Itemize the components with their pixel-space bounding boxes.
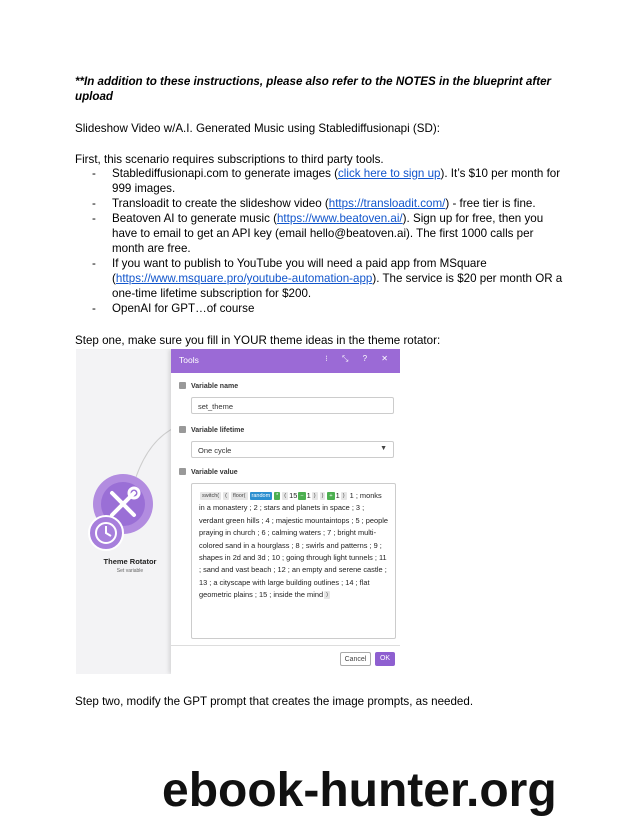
variable-value-editor[interactable]: switch( ( floor( random * ( 15 − 1 ) ) + 1 ) 1 ; monks in a monastery ; 2 ; stars and planets in space ; 3 ; verdant green hills ; 4 ; majestic mountaintops ; 5 ; people praying in church ; 6 ; calming waters ; 7 ; bright multi-colored sand in a hourglass ; 8 ; swirls and patterns ; 9 ; shapes in 2d and 3d ; 10 ; going through light tunnels ; 11 ; sand and vast beach ; 12 ; an empty and serene castle ; 13 ; a cityscape with large building outlines ; 14 ; flat geometric plains ; 15 ; inside the mind ) <box>191 483 396 639</box>
function-chip[interactable]: random <box>251 493 271 499</box>
theme-rotator-screenshot <box>76 349 400 674</box>
function-chip[interactable]: floor( <box>232 493 246 499</box>
function-chip[interactable]: switch( <box>202 493 220 499</box>
tools-panel <box>171 349 400 674</box>
list-item: - OpenAI for GPT…of course <box>92 302 255 315</box>
list-item: - Stablediffusionapi.com to generate images (click here to sign up). It’s $10 per month for 999 images. <box>92 167 561 195</box>
variable-lifetime-select[interactable]: One cycle ▼ <box>191 441 394 458</box>
panel-title: Tools <box>179 355 199 365</box>
step-one-text: Step one, make sure you fill in YOUR theme ideas in the theme rotator: <box>75 334 441 347</box>
panel-footer <box>171 645 400 674</box>
caret-down-icon: ▼ <box>380 445 387 452</box>
variable-lifetime-label: Variable lifetime <box>179 426 244 434</box>
sd-signup-link[interactable]: click here to sign up <box>338 167 441 180</box>
panel-controls-icon[interactable]: ⁝ ⤡ ? ✕ <box>325 354 394 363</box>
panel-header <box>171 349 400 373</box>
tools-list <box>75 166 565 316</box>
subscriptions-intro: First, this scenario requires subscriptions to third party tools. <box>75 153 384 166</box>
list-item: - Transloadit to create the slideshow video (https://transloadit.com/) - free tier is fine. <box>92 197 536 210</box>
instruction-note: **In addition to these instructions, please also refer to the NOTES in the blueprint after upload <box>75 75 552 103</box>
variable-name-input[interactable]: set_theme <box>191 397 394 414</box>
variable-value-label: Variable value <box>179 468 238 476</box>
list-item: - If you want to publish to YouTube you will need a paid app from MSquare (https://www.msquare.pro/youtube-automation-app). The service is $20 per month OR a one-time lifetime subscription for $200. <box>92 257 563 300</box>
collapse-icon[interactable] <box>179 382 186 389</box>
ok-button[interactable]: OK <box>375 652 395 666</box>
transloadit-link[interactable]: https://transloadit.com/ <box>328 197 446 210</box>
clock-icon <box>88 515 124 551</box>
module-subtitle: Set variable <box>116 568 144 574</box>
beatoven-link[interactable]: https://www.beatoven.ai/ <box>276 212 403 225</box>
module-title: Theme Rotator <box>103 557 157 566</box>
msquare-link[interactable]: https://www.msquare.pro/youtube-automation-app <box>115 272 373 285</box>
list-item: - Beatoven AI to generate music (https://www.beatoven.ai/). Sign up for free, then you have to email to get an API key (email hello@beatoven.ai). The first 1000 calls per month are free. <box>92 212 544 255</box>
variable-value-text: 1 ; monks in a monastery ; 2 ; stars and planets in space ; 3 ; verdant green hills ; 4 ; majestic mountaintops ; 5 ; people praying in church ; 6 ; calming waters ; 7 ; bright multi-colored sand in a hourglass ; 8 ; swirls and patterns ; 9 ; shapes in 2d and 3d ; 10 ; going through light tunnels ; 11 ; sand and vast beach ; 12 ; an empty and serene castle ; 13 ; a cityscape with large building outlines ; 14 ; flat geometric plains ; 15 ; inside the mind <box>199 491 388 600</box>
watermark: ebook-hunter.org <box>162 764 557 817</box>
step-two-text: Step two, modify the GPT prompt that creates the image prompts, as needed. <box>75 695 474 708</box>
scenario-title: Slideshow Video w/A.I. Generated Music using Stablediffusionapi (SD): <box>75 122 440 135</box>
cancel-button[interactable]: Cancel <box>340 652 371 666</box>
variable-name-label: Variable name <box>179 382 238 390</box>
collapse-icon[interactable] <box>179 468 186 475</box>
collapse-icon[interactable] <box>179 426 186 433</box>
